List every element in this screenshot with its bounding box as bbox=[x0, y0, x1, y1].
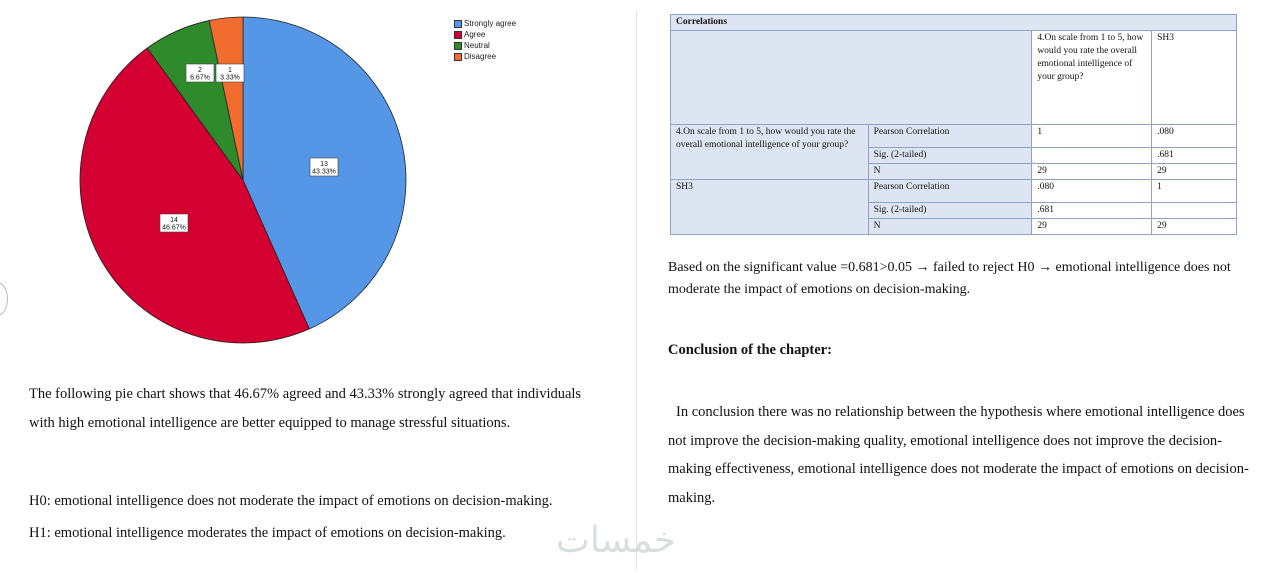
conclusion-text: In conclusion there was no relationship between the hypothesis where emotional intelligence does not improve the decision-making quality, emotional intelligence does not improve the decision-making effectiveness, emotional intelligence does not moderate the impact of emotions on decision-making. bbox=[668, 404, 1249, 506]
pie-chart bbox=[70, 10, 430, 360]
stat-label: Sig. (2-tailed) bbox=[868, 148, 1032, 164]
stat-label: Sig. (2-tailed) bbox=[868, 203, 1032, 219]
legend-label: Strongly agree bbox=[464, 19, 517, 28]
data-label-text: 43.33% bbox=[312, 168, 336, 176]
conclusion-paragraph bbox=[668, 398, 1253, 512]
stat-label: Pearson Correlation bbox=[868, 125, 1032, 148]
legend-item-strongly-agree bbox=[454, 18, 516, 29]
legend-label: Agree bbox=[464, 30, 486, 39]
legend-label: Neutral bbox=[464, 41, 490, 50]
table-cell: 1 bbox=[1152, 180, 1237, 203]
row-header: 4.On scale from 1 to 5, how would you rate the overall emotional intelligence of your group? bbox=[671, 125, 869, 180]
row-header: SH3 bbox=[671, 180, 869, 235]
table-cell: .080 bbox=[1032, 180, 1152, 203]
significance-statement: Based on the significant value =0.681>0.05 → failed to reject H0 → emotional intelligence does not moderate the impact of emotions on decision-making. bbox=[668, 260, 1231, 297]
column-header: 4.On scale from 1 to 5, how would you rate the overall emotional intelligence of your group? bbox=[1032, 31, 1152, 125]
legend-item-disagree bbox=[454, 51, 516, 62]
table-row bbox=[671, 31, 1237, 125]
table-cell bbox=[1152, 203, 1237, 219]
table-cell: 29 bbox=[1032, 164, 1152, 180]
table-corner-cell bbox=[671, 31, 1032, 125]
table-cell: 29 bbox=[1032, 219, 1152, 235]
stat-label: N bbox=[868, 219, 1032, 235]
data-label-text: 3.33% bbox=[220, 74, 240, 82]
data-label-text: 13 bbox=[320, 161, 328, 168]
data-label-text: 2 bbox=[198, 67, 202, 74]
stat-label: Pearson Correlation bbox=[868, 180, 1032, 203]
slice-data-label bbox=[310, 158, 338, 176]
conclusion-heading: Conclusion of the chapter: bbox=[668, 342, 832, 358]
legend-swatch bbox=[454, 31, 462, 39]
table-cell: 29 bbox=[1152, 219, 1237, 235]
table-row bbox=[671, 125, 1237, 148]
watermark-logo: خمسات bbox=[556, 520, 677, 561]
table-row bbox=[671, 15, 1237, 31]
chart-legend bbox=[454, 18, 516, 62]
table-cell: 29 bbox=[1152, 164, 1237, 180]
legend-item-agree bbox=[454, 29, 516, 40]
legend-label: Disagree bbox=[464, 52, 497, 61]
hypothesis-h0: H0: emotional intelligence does not moderate the impact of emotions on decision-making. bbox=[29, 493, 553, 509]
data-label-text: 1 bbox=[228, 67, 232, 74]
column-header: SH3 bbox=[1152, 31, 1237, 125]
table-cell: .681 bbox=[1152, 148, 1237, 164]
legend-swatch bbox=[454, 53, 462, 61]
pie-description-paragraph: The following pie chart shows that 46.67% agreed and 43.33% strongly agreed that individuals with high emotional intelligence are better equipped to manage stressful situations. bbox=[29, 386, 582, 431]
table-row bbox=[671, 180, 1237, 203]
correlations-table bbox=[670, 14, 1237, 235]
table-cell bbox=[1032, 148, 1152, 164]
table-cell: .080 bbox=[1152, 125, 1237, 148]
table-cell: .681 bbox=[1032, 203, 1152, 219]
table-cell: 1 bbox=[1032, 125, 1152, 148]
data-label-text: 6.67% bbox=[190, 74, 210, 82]
legend-swatch bbox=[454, 42, 462, 50]
table-title: Correlations bbox=[671, 15, 1237, 31]
hypothesis-h1: H1: emotional intelligence moderates the impact of emotions on decision-making. bbox=[29, 525, 506, 541]
slice-data-label bbox=[186, 64, 214, 82]
stat-label: N bbox=[868, 164, 1032, 180]
slice-data-label bbox=[216, 64, 244, 82]
data-label-text: 14 bbox=[170, 217, 178, 224]
slice-data-label bbox=[160, 214, 188, 232]
data-label-text: 46.67% bbox=[162, 224, 186, 232]
legend-item-neutral bbox=[454, 40, 516, 51]
legend-swatch bbox=[454, 20, 462, 28]
